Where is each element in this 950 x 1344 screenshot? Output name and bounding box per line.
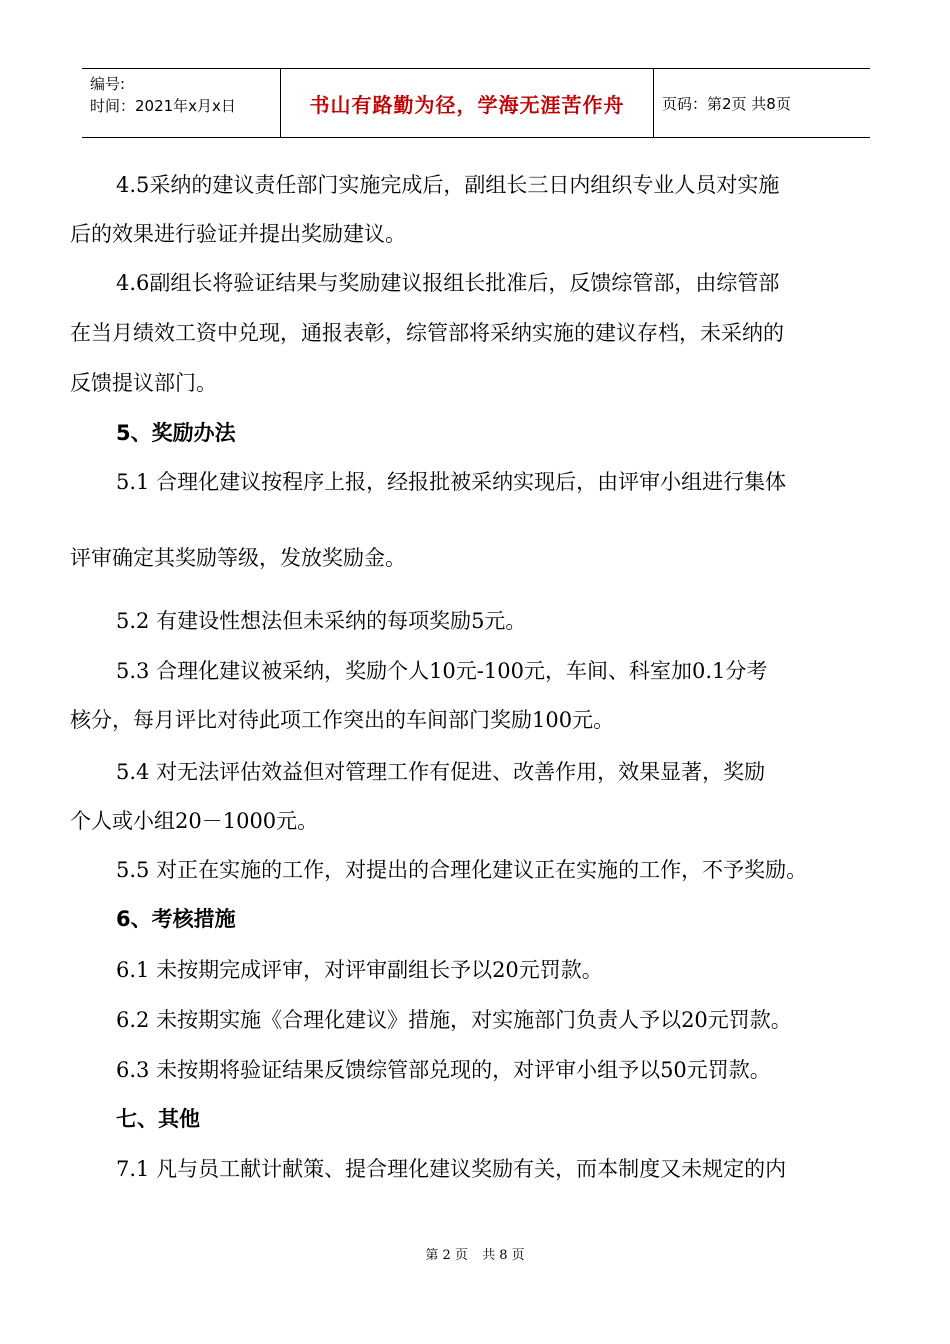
header-page-info: 页码：第2页 共8页 [662, 94, 791, 113]
document-time: 时间：2021年x月x日 [90, 97, 236, 115]
page-header [82, 68, 870, 138]
paragraph-line: 在当月绩效工资中兑现，通报表彰，综管部将采纳实施的建议存档，未采纳的 [70, 321, 784, 345]
paragraph-line: 5.1 合理化建议按程序上报，经报批被采纳实现后，由评审小组进行集体 [116, 470, 787, 494]
section-heading-7: 七、其他 [116, 1107, 200, 1131]
paragraph-line: 4.5采纳的建议责任部门实施完成后，副组长三日内组织专业人员对实施 [116, 173, 780, 197]
paragraph-line: 4.6副组长将验证结果与奖励建议报组长批准后，反馈综管部，由综管部 [116, 271, 780, 295]
paragraph-line: 评审确定其奖励等级，发放奖励金。 [70, 546, 406, 570]
paragraph-line: 5.4 对无法评估效益但对管理工作有促进、改善作用，效果显著，奖励 [116, 760, 766, 784]
paragraph-line: 反馈提议部门。 [70, 371, 217, 395]
header-meta [82, 69, 280, 137]
document-number-label: 编号: [90, 75, 126, 93]
paragraph-line: 后的效果进行验证并提出奖励建议。 [70, 222, 406, 246]
footer-page-number: 第 2 页 [425, 1248, 468, 1263]
paragraph-line: 5.3 合理化建议被采纳，奖励个人10元-100元，车间、科室加0.1分考 [116, 659, 768, 683]
footer-page-total: 共 8 页 [482, 1248, 525, 1263]
header-motto: 书山有路勤为径，学海无涯苦作舟 [280, 69, 654, 137]
paragraph-line: 7.1 凡与员工献计献策、提合理化建议奖励有关，而本制度又未规定的内 [116, 1157, 787, 1181]
paragraph-line: 6.2 未按期实施《合理化建议》措施，对实施部门负责人予以20元罚款。 [116, 1008, 792, 1032]
section-heading-6: 6、考核措施 [116, 907, 236, 931]
paragraph-line: 个人或小组20－1000元。 [70, 809, 319, 833]
paragraph-line: 5.5 对正在实施的工作，对提出的合理化建议正在实施的工作，不予奖励。 [116, 858, 808, 882]
section-heading-5: 5、奖励办法 [116, 421, 236, 445]
paragraph-line: 5.2 有建设性想法但未采纳的每项奖励5元。 [116, 609, 527, 633]
paragraph-line: 6.3 未按期将验证结果反馈综管部兑现的，对评审小组予以50元罚款。 [116, 1058, 771, 1082]
paragraph-line: 6.1 未按期完成评审，对评审副组长予以20元罚款。 [116, 958, 603, 982]
page-footer [0, 1244, 950, 1263]
paragraph-line: 核分，每月评比对待此项工作突出的车间部门奖励100元。 [70, 708, 615, 732]
